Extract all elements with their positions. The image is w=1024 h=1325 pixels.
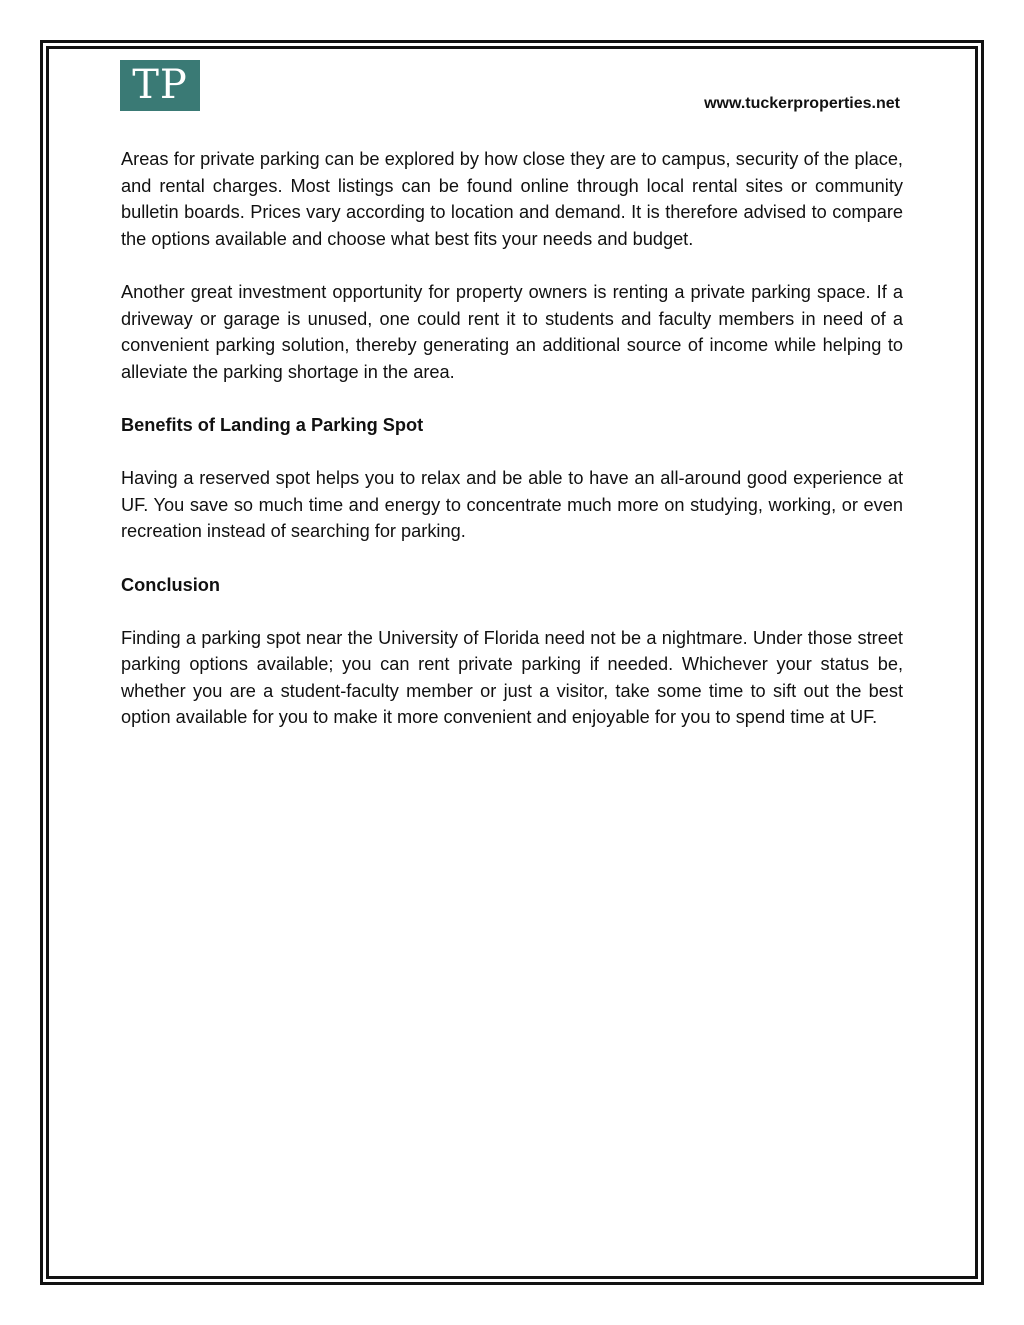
- paragraph-investment: Another great investment opportunity for property owners is renting a private parking space. If a driveway or garage is unused, one could rent it to students and faculty members in need of a convenient parking solution, thereby generating an additional source of income while helping to alleviate the parking shortage in the area.: [121, 281, 903, 382]
- paragraph-conclusion: Finding a parking spot near the University of Florida need not be a nightmare. Under those street parking options available; you can rent private parking if needed. Whichever your status be, whether you are a student-faculty member or just a visitor, take some time to sift out the best option available for you to make it more convenient and enjoyable for you to spend time at UF.: [121, 627, 903, 728]
- heading-benefits: Benefits of Landing a Parking Spot: [121, 414, 424, 435]
- paragraph-private-parking: Areas for private parking can be explored by how close they are to campus, security of the place, and rental charges. Most listings can be found online through local rental sites or community bulletin boards. Prices vary according to location and demand. It is therefore advised to compare the options available and choose what best fits your needs and budget.: [121, 149, 903, 249]
- document-body: [121, 146, 903, 758]
- company-logo: TP: [120, 60, 200, 111]
- paragraph-benefits: Having a reserved spot helps you to relax and be able to have an all-around good experience at UF. You save so much time and energy to concentrate much more on studying, working, or even recreation instead of searching for parking.: [121, 468, 903, 542]
- heading-conclusion: Conclusion: [121, 574, 221, 595]
- website-url: www.tuckerproperties.net: [704, 95, 900, 112]
